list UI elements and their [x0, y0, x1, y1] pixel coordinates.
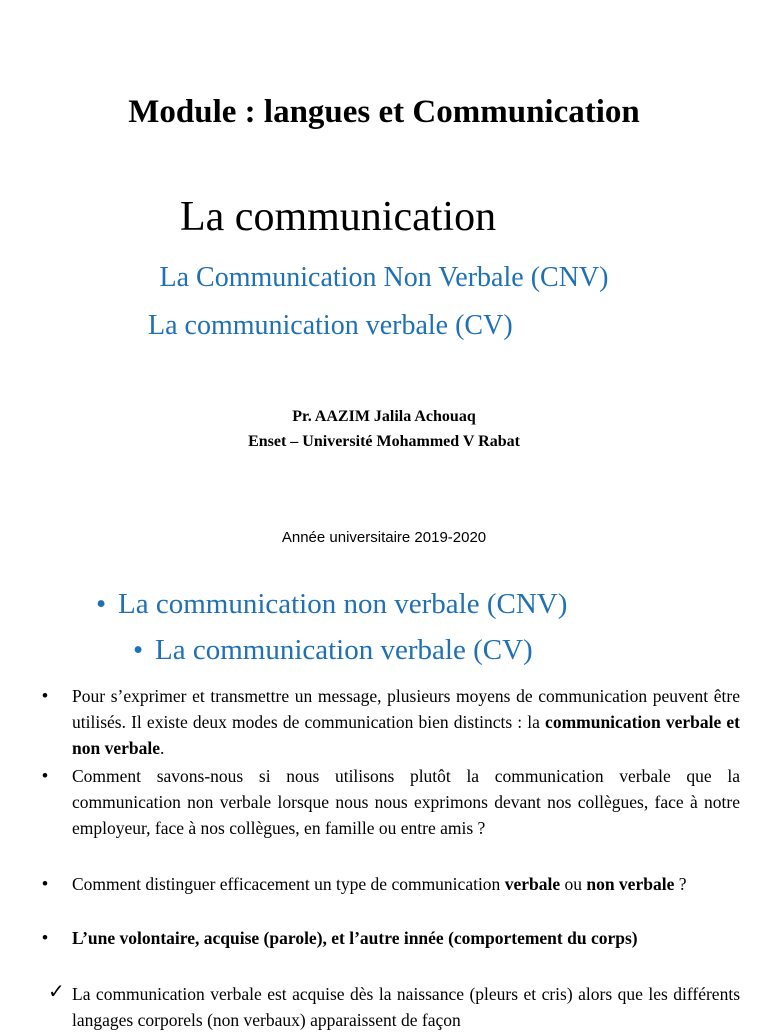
paragraph-question: Comment savons-nous si nous utilisons plutôt la communication verbale que la communication non verbale lorsque nous nous exprimons devant nos collègues, face à notre employeur, face à nos collègues, en famille ou entre amis ?	[72, 766, 740, 838]
paragraph-emphasis: communication verbale et non verbale	[72, 712, 741, 758]
paragraph-text: ou	[560, 874, 587, 894]
academic-year: Année universitaire 2019-2020	[281, 529, 487, 546]
bullet-icon: •	[42, 874, 48, 893]
subtitle-cnv: La Communication Non Verbale (CNV)	[159, 262, 609, 293]
outline-item-label: La communication verbale (CV)	[155, 634, 533, 666]
paragraph-voluntary-innate: L’une volontaire, acquise (parole), et l’autre innée (comportement du corps)	[72, 928, 638, 948]
subtitle-cv: La communication verbale (CV)	[148, 310, 513, 341]
paragraph-modes	[72, 683, 740, 761]
outline-item-cv	[133, 632, 533, 668]
paragraph-text: .	[160, 738, 165, 758]
main-title: La communication	[180, 194, 497, 240]
paragraph-text: ?	[674, 874, 687, 894]
outline-item-label: La communication non verbale (CNV)	[118, 588, 568, 620]
bullet-icon: •	[42, 928, 48, 947]
checkmark-icon: ✓	[48, 979, 65, 1003]
paragraph-acquired: La communication verbale est acquise dès la naissance (pleurs et cris) alors que les différents langages corporels (non verbaux) apparaissent de façon	[72, 984, 740, 1030]
paragraph-emphasis: non verbale	[586, 874, 675, 894]
bullet-icon: •	[42, 766, 48, 785]
author-name: Pr. AAZIM Jalila Achouaq	[292, 408, 476, 425]
bullet-icon: •	[133, 634, 144, 666]
bullet-icon: •	[96, 588, 107, 620]
paragraph-emphasis: verbale	[504, 874, 561, 894]
institution: Enset – Université Mohammed V Rabat	[248, 433, 520, 450]
paragraph-distinguish	[72, 871, 740, 897]
paragraph-text: Comment distinguer efficacement un type de communication	[72, 874, 505, 894]
outline-item-cnv	[96, 586, 567, 622]
paragraph-text: Pour s’exprimer et transmettre un message, plusieurs moyens de communication peuvent être utilisés. Il existe deux modes de communication bien distincts : la	[72, 686, 740, 732]
module-title: Module : langues et Communication	[128, 94, 640, 130]
bullet-icon: •	[42, 686, 48, 705]
